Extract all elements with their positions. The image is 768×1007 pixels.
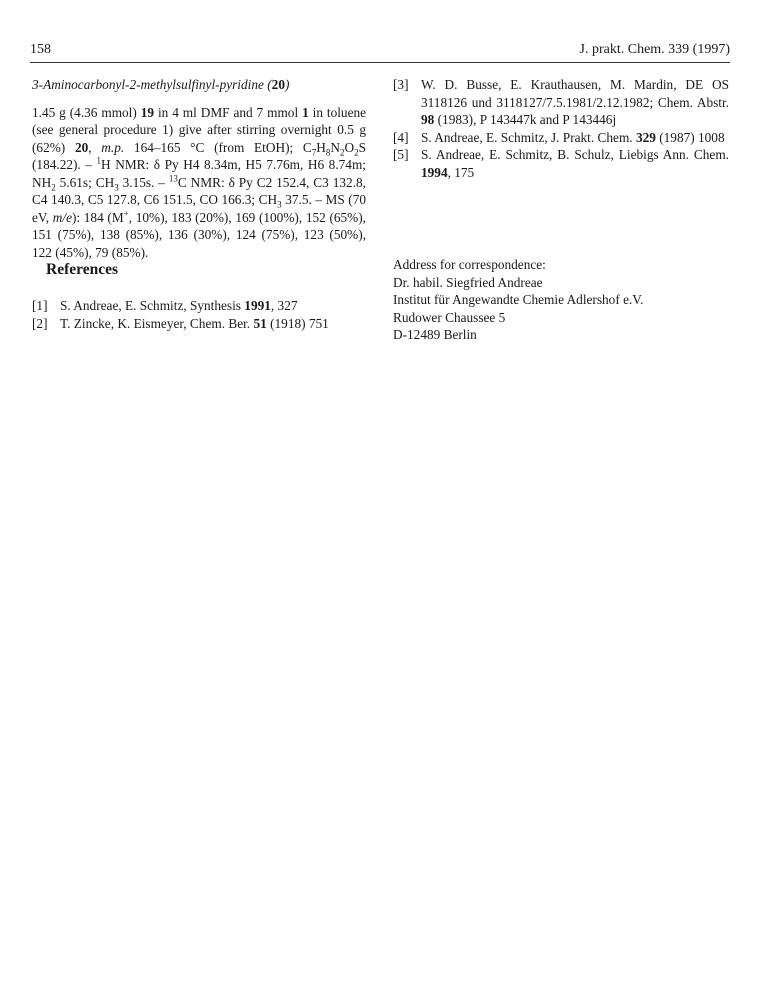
procedure-text: in toluene (see general procedure 1) give after stirring overnight 0.5 g (62%) (32, 104, 367, 155)
running-header (30, 42, 730, 63)
reference-list-right (393, 76, 729, 181)
reference-volume: 51 (253, 315, 267, 331)
reference-number: [3] (393, 77, 409, 92)
address-label: Address for correspondence: (393, 257, 546, 272)
reference-item (393, 76, 729, 129)
reference-text: S. Andreae, E. Schmitz, Synthesis (60, 298, 241, 313)
reference-item (393, 146, 729, 181)
reference-item (393, 129, 729, 147)
reference-text: , 327 (270, 298, 298, 313)
h-nmr-superscript: 1 (96, 155, 102, 166)
reagent-number: 19 (140, 104, 155, 120)
melting-point-label: m.p. (101, 139, 125, 155)
reference-text: , 175 (447, 164, 475, 180)
h-nmr-data: H NMR: δ Py H4 8.34m, H5 7.76m, H6 8.74m; (101, 157, 366, 172)
reference-number: [1] (32, 298, 48, 313)
reference-number: [2] (32, 315, 48, 331)
amount: 1.45 g (4.36 mmol) (32, 104, 137, 120)
reference-text: (1983), P 143447k and P 143446j (437, 112, 617, 127)
left-column (32, 76, 366, 261)
molecular-formula: $C_7H_8N_2O_2S$ (302, 139, 367, 158)
molecular-mass: (184.22). – (32, 157, 92, 172)
reference-volume: 98 (421, 112, 435, 127)
reference-volume: 1991 (244, 298, 271, 313)
reference-item (32, 297, 366, 315)
experimental-procedure: 1.45 g (4.36 mmol) 19 in 4 ml DMF and 7 mmol 1 in toluene (see general procedure 1) give after stirring overnight 0.5 g (62%) 20, m.p. 164–165 °C (from EtOH); $C_7H_8N_2O_2S$ (184.22). – $^1$H NMR: δ Py H4 8.34m, H5 7.76m, H6 8.74m; $NH_2$ 5.61s; $CH_3$ 3.15s. – $^{13}$C NMR: δ Py C2 152.4, C3 132.8, C4 140.3, C5 127.8, C6 151.5, CO 166.3; $CH_3$ 37.5. – MS (70 eV, m/e): 184 (M+, 10%), 183 (20%), 169 (100%), 152 (65%), 151 (75%), 138 (85%), 136 (30%), 124 (75%), 123 (50%), 122 (45%), 79 (85%). (32, 104, 367, 260)
reference-text: S. Andreae, E. Schmitz, B. Schulz, Liebigs Ann. Chem. (421, 147, 729, 162)
reagent-number: 1 (302, 104, 309, 120)
c-nmr-superscript: 13 (168, 173, 178, 184)
ms-data: ): 184 (M+, 10%), 183 (20%), 169 (100%), 152 (65%), 151 (75%), 138 (85%), 136 (30%), 124 (75%), 123 (50%), 122 (45%), 79 (85%). (32, 208, 366, 260)
product-number: 20 (74, 139, 89, 155)
reference-item (32, 315, 366, 333)
address-name: Dr. habil. Siegfried Andreae (393, 274, 543, 290)
correspondence-address (393, 256, 729, 344)
reference-number: [4] (393, 129, 409, 145)
page-number: 158 (30, 42, 51, 57)
melting-point-value: 164–165 °C (from EtOH); (133, 139, 294, 155)
compound-number: 20 (271, 77, 285, 92)
compound-title: 3-Aminocarbonyl-2-methylsulfinyl-pyridine (20) (32, 77, 290, 92)
reference-volume: 1994 (421, 164, 448, 180)
address-institute: Institut für Angewandte Chemie Adlershof e.V. (393, 292, 644, 307)
reference-text: (1987) 1008 (659, 129, 725, 145)
ms-unit-label: m/e (52, 209, 72, 225)
compound-name: 3-Aminocarbonyl-2-methylsulfinyl-pyridine (32, 77, 264, 92)
reference-text: W. D. Busse, E. Krauthausen, M. Mardin, DE OS 3118126 und 3118127/7.5.1981/2.12.1982; Chem. Abstr. (421, 77, 729, 110)
references-heading: References (46, 261, 119, 278)
procedure-text: in 4 ml DMF and 7 mmol (157, 104, 299, 120)
reference-number: [5] (393, 147, 409, 162)
reference-text: (1918) 751 (270, 315, 329, 331)
journal-citation: J. prakt. Chem. 339 (1997) (579, 42, 730, 57)
ch3-data: $CH_3$ 3.15s. – (95, 174, 165, 193)
address-street: Rudower Chaussee 5 (393, 309, 506, 325)
reference-text: T. Zincke, K. Eismeyer, Chem. Ber. (60, 315, 251, 331)
reference-list-left (32, 297, 366, 332)
reference-text: S. Andreae, E. Schmitz, J. Prakt. Chem. (421, 129, 633, 145)
c-nmr-data: C NMR: δ Py C2 152.4, C3 132.8, C4 140.3, C5 127.8, C6 151.5, CO 166.3; (32, 174, 366, 207)
reference-volume: 329 (635, 129, 656, 145)
nh2-data: $NH_2$ 5.61s; (32, 174, 92, 193)
ch3-carbon-data: $CH_3$ 37.5. – MS (70 eV, (32, 192, 366, 225)
address-city: D-12489 Berlin (393, 327, 477, 342)
